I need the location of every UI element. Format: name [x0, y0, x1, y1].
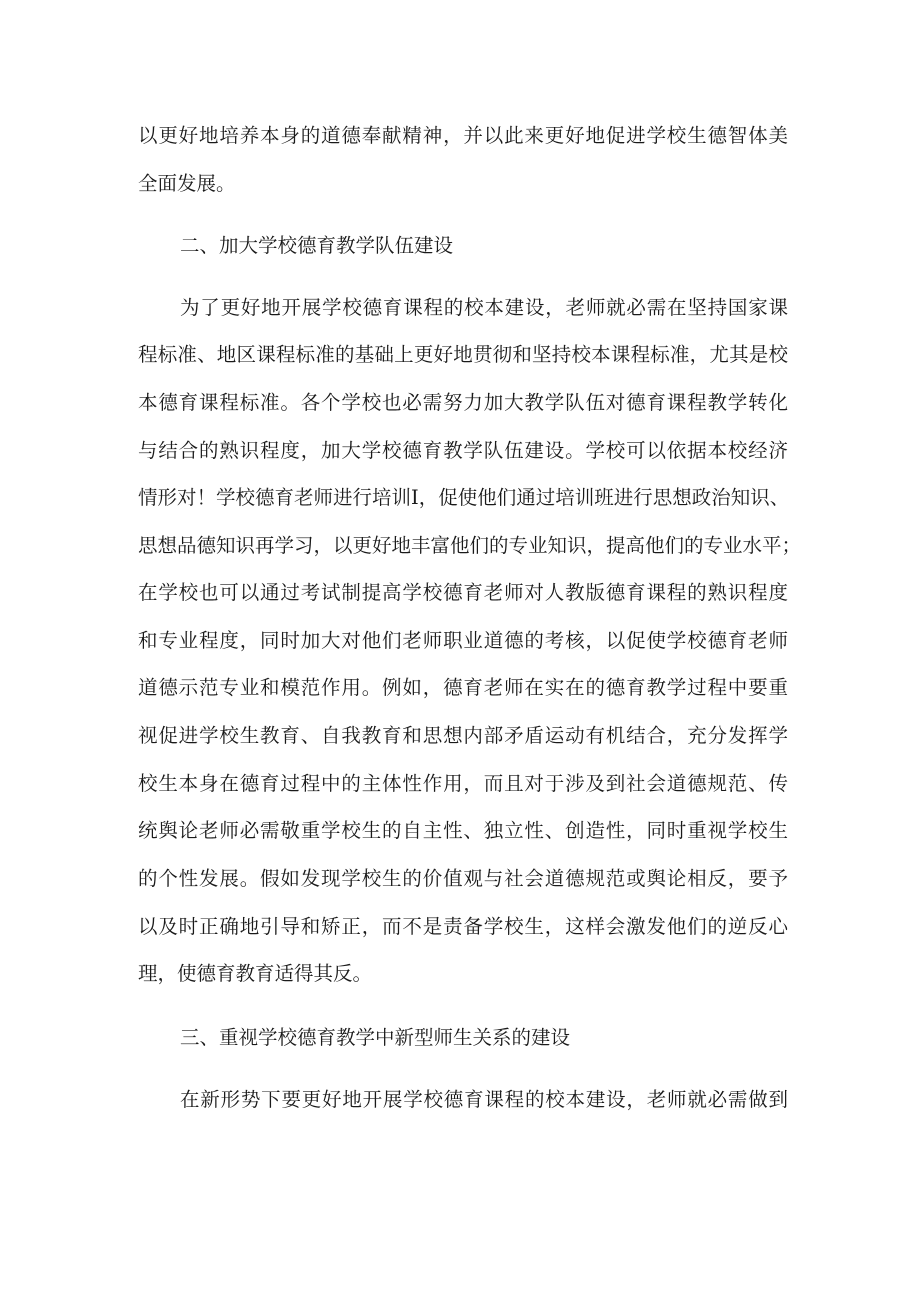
- paragraph-line: 视促进学校生教育、自我教育和思想内部矛盾运动有机结合，充分发挥学: [138, 724, 788, 747]
- paragraph-line: 思想品德知识再学习，以更好地丰富他们的专业知识，提高他们的专业水平；: [138, 534, 802, 557]
- paragraph-line: 在学校也可以通过考试制提高学校德育老师对人教版德育课程的熟识程度: [138, 581, 788, 604]
- paragraph-line: 以及时正确地引导和矫正，而不是责备学校生，这样会激发他们的逆反心: [138, 915, 788, 938]
- paragraph-line: 为了更好地开展学校德育课程的校本建设，老师就必需在坚持国家课: [180, 296, 788, 319]
- paragraph-line: 以更好地培养本身的道德奉献精神，并以此来更好地促进学校生德智体美: [138, 124, 788, 147]
- paragraph-line: 与结合的熟识程度，加大学校德育教学队伍建设。学校可以依据本校经济: [138, 439, 788, 462]
- paragraph-line: 的个性发展。假如发现学校生的价值观与社会道德规范或舆论相反，要予: [138, 867, 788, 890]
- paragraph-line: 本德育课程标准。各个学校也必需努力加大教学队伍对德育课程教学转化: [138, 391, 788, 414]
- section-heading: 三、重视学校德育教学中新型师生关系的建设: [180, 1026, 571, 1049]
- paragraph-line: 和专业程度，同时加大对他们老师职业道德的考核，以促使学校德育老师: [138, 629, 788, 652]
- paragraph-line: 在新形势下要更好地开展学校德育课程的校本建设，老师就必需做到: [180, 1088, 788, 1111]
- paragraph-line: 全面发展。: [138, 172, 236, 195]
- paragraph-line: 校生本身在德育过程中的主体性作用，而且对于涉及到社会道德规范、传: [138, 772, 788, 795]
- paragraph-line: 程标准、地区课程标准的基础上更好地贯彻和坚持校本课程标准，尤其是校: [138, 343, 788, 366]
- section-heading: 二、加大学校德育教学队伍建设: [180, 234, 454, 257]
- paragraph-line: 道德示范专业和模范作用。例如，德育老师在实在的德育教学过程中要重: [138, 676, 788, 699]
- paragraph-line: 统舆论老师必需敬重学校生的自主性、独立性、创造性，同时重视学校生: [138, 819, 788, 842]
- paragraph-line: 理，使德育教育适得其反。: [138, 962, 373, 985]
- paragraph-line: 情形对！学校德育老师进行培训I，促使他们通过培训班进行思想政治知识、: [138, 486, 790, 509]
